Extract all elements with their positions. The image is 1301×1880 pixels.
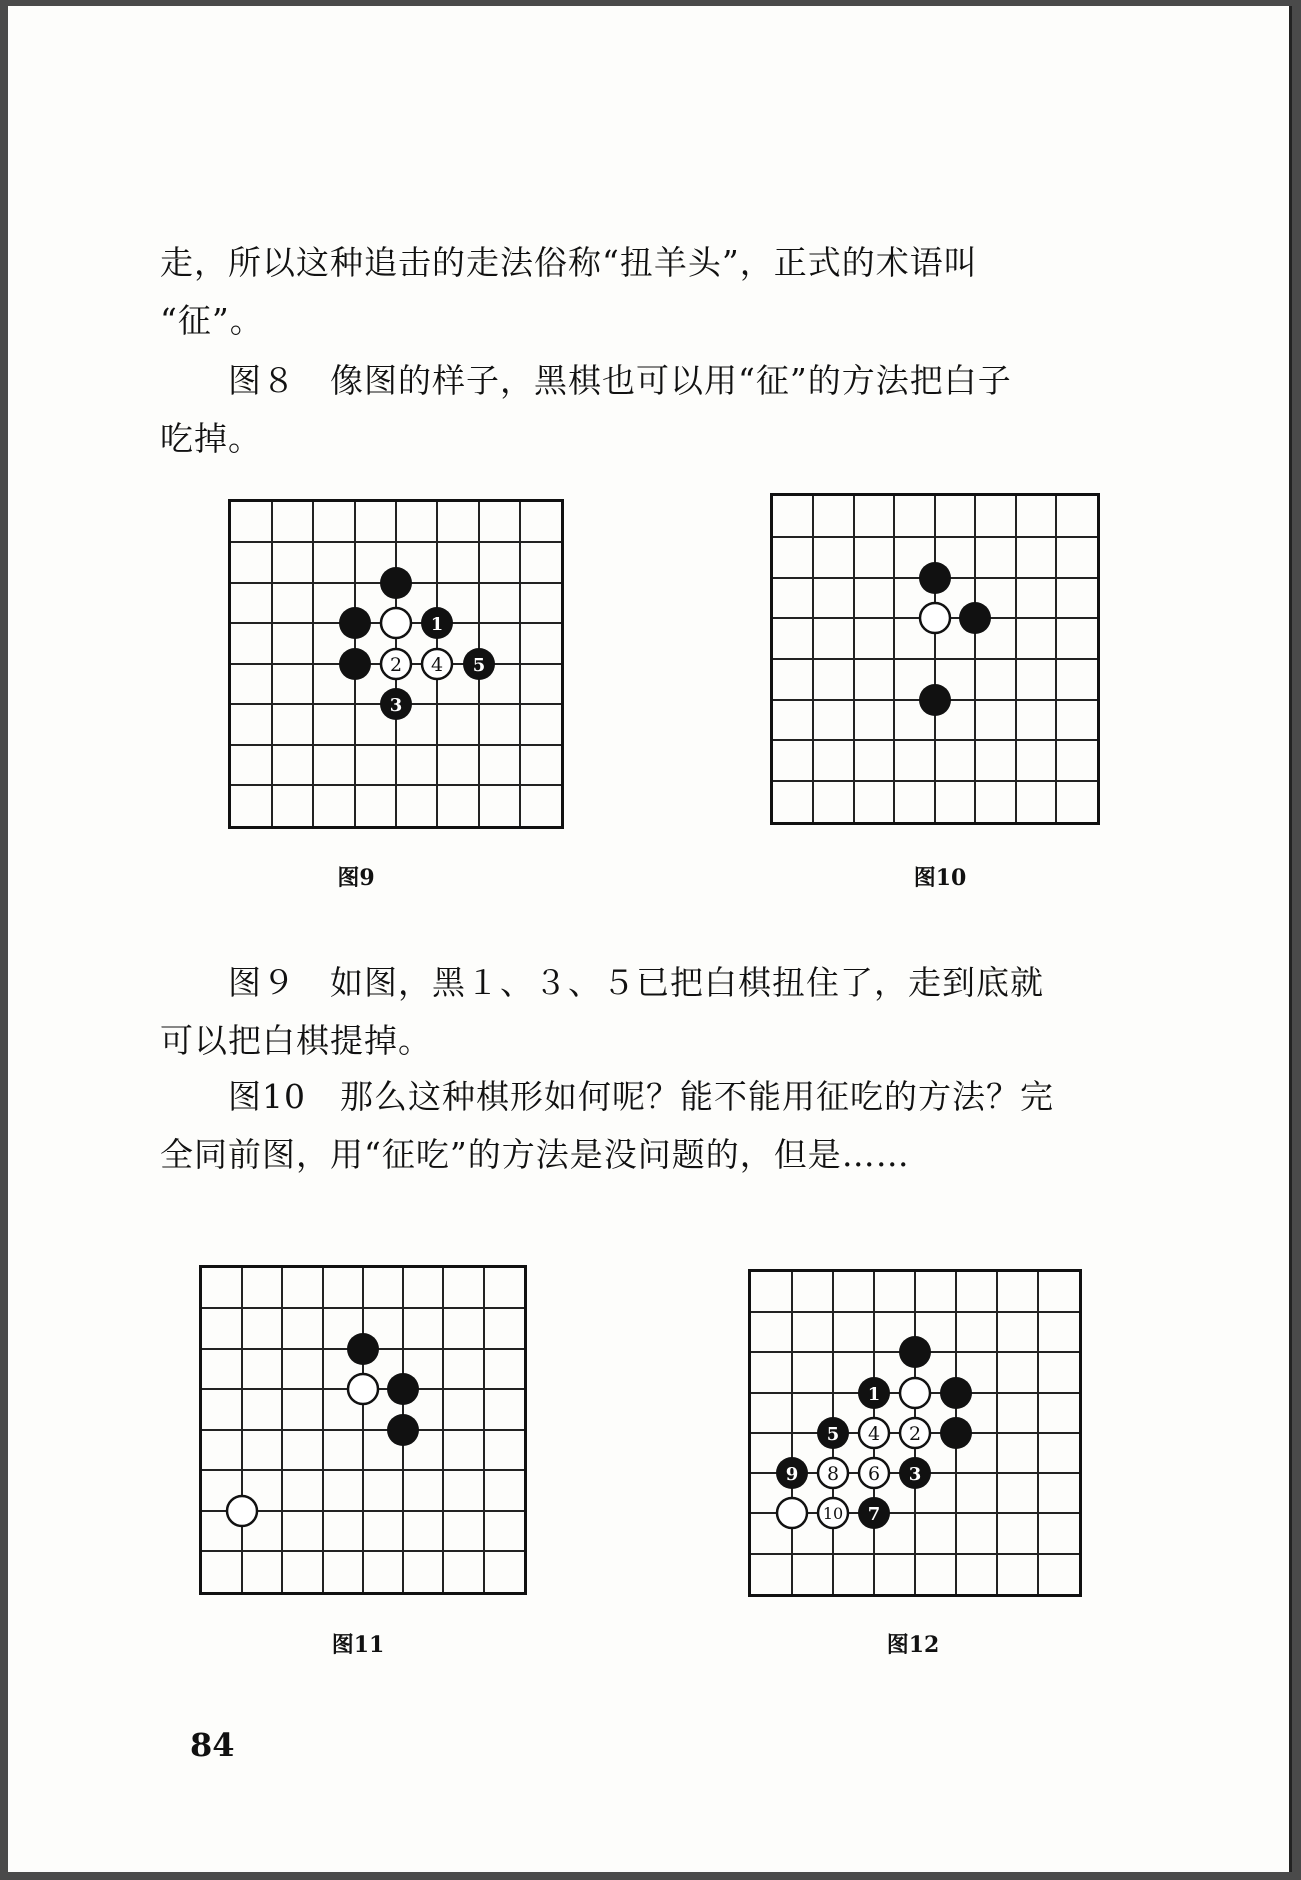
paragraph-4 [160,1068,1054,1184]
svg-text:8: 8 [826,1463,840,1485]
white-stone [900,1378,930,1408]
svg-text:4: 4 [430,654,444,676]
black-stone-1 [858,1377,890,1409]
go-board-fig9 [228,499,564,829]
black-stone-3 [899,1457,931,1489]
black-stone-9 [776,1457,808,1489]
black-stone-7 [858,1497,890,1529]
figure-11-caption: 图11 [331,1632,385,1658]
white-stone [227,1496,257,1526]
black-stone [380,567,412,599]
svg-text:2: 2 [389,654,403,676]
black-stone [919,562,951,594]
black-stone [387,1373,419,1405]
paragraph-2 [160,352,1012,468]
figure-9-caption: 图9 [337,865,375,891]
white-stone-6 [859,1458,889,1488]
page-number: 84 [190,1726,235,1764]
paragraph-2-line-1: 图８ 像图的样子，黑棋也可以用“征”的方法把白子 [160,361,1012,400]
white-stone-2 [900,1418,930,1448]
black-stone [919,684,951,716]
black-stone [940,1417,972,1449]
paragraph-3-line-2: 可以把白棋提掉。 [160,1021,432,1060]
book-page [8,6,1292,1872]
svg-text:1: 1 [867,1384,881,1405]
paragraph-1-line-1: 走，所以这种追击的走法俗称“扭羊头”，正式的术语叫 [160,243,978,282]
black-stone-5 [817,1417,849,1449]
svg-text:5: 5 [826,1424,840,1445]
paragraph-3 [160,954,1044,1070]
white-stone-10 [818,1498,848,1528]
svg-text:3: 3 [389,695,403,716]
paragraph-3-line-1: 图９ 如图，黑１、３、５已把白棋扭住了，走到底就 [160,963,1044,1002]
svg-text:2: 2 [908,1423,922,1445]
white-stone [777,1498,807,1528]
black-stone [347,1333,379,1365]
paragraph-2-line-2: 吃掉。 [160,419,262,458]
svg-text:4: 4 [867,1423,881,1445]
svg-text:9: 9 [785,1464,799,1485]
black-stone [339,648,371,680]
svg-text:7: 7 [867,1504,881,1525]
white-stone-8 [818,1458,848,1488]
black-stone [387,1414,419,1446]
white-stone [920,603,950,633]
paragraph-1 [160,234,978,350]
svg-text:6: 6 [867,1463,881,1485]
go-board-fig12 [748,1269,1082,1597]
white-stone-4 [859,1418,889,1448]
black-stone [339,607,371,639]
go-board-fig10 [770,493,1100,825]
black-stone-3 [380,688,412,720]
svg-text:5: 5 [472,655,486,676]
white-stone [348,1374,378,1404]
black-stone-5 [463,648,495,680]
black-stone [940,1377,972,1409]
black-stone [899,1336,931,1368]
white-stone [381,608,411,638]
white-stone-2 [381,649,411,679]
figure-12-caption: 图12 [886,1632,940,1658]
svg-text:10: 10 [822,1504,844,1523]
black-stone [959,602,991,634]
white-stone-4 [422,649,452,679]
go-board-fig11 [199,1265,527,1595]
figure-10-caption: 图10 [913,865,967,891]
paragraph-1-line-2: “征”。 [160,301,264,340]
paragraph-4-line-1: 图10 那么这种棋形如何呢？能不能用征吃的方法？完 [160,1077,1054,1116]
svg-text:3: 3 [908,1464,922,1485]
svg-text:1: 1 [430,614,444,635]
paragraph-4-line-2: 全同前图，用“征吃”的方法是没问题的，但是…… [160,1135,910,1174]
black-stone-1 [421,607,453,639]
